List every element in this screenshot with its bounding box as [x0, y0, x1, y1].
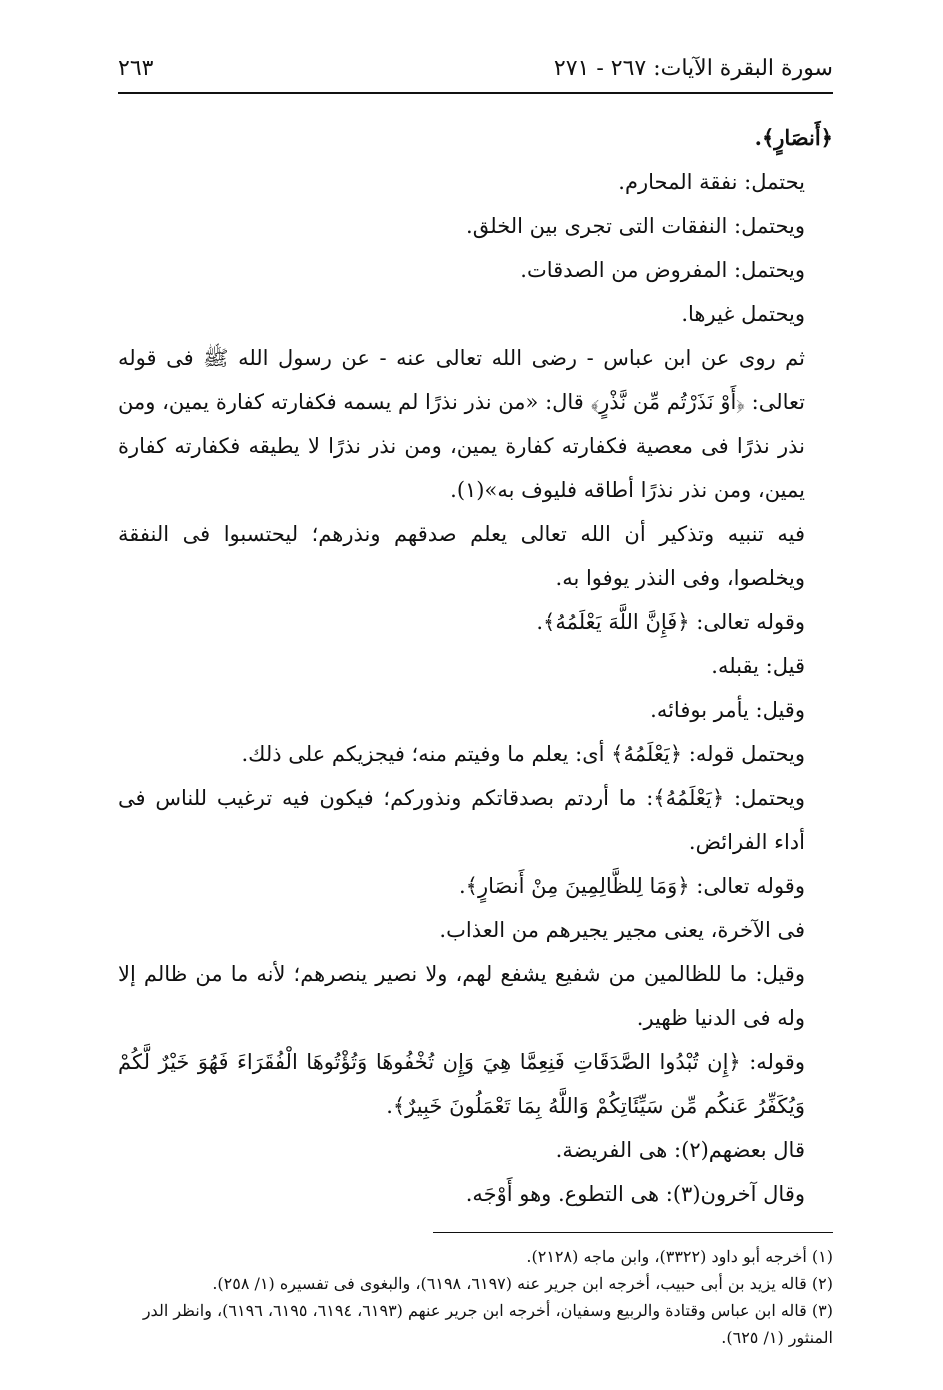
paragraph: يحتمل: نفقة المحارم. — [618, 170, 805, 194]
paragraph: وقال آخرون(٣): هى التطوع. وهو أَوْجَه. — [465, 1182, 805, 1206]
paragraph: وقوله تعالى: ﴿وَمَا لِلظَّالِمِينَ مِنْ أَنصَارٍ﴾. — [459, 874, 805, 898]
paragraph: وقوله تعالى: ﴿فَإِنَّ اللَّهَ يَعْلَمُهُ﴾. — [536, 610, 805, 634]
footnotes — [118, 1243, 833, 1351]
surah-title: سورة البقرة الآيات: ٢٦٧ - ٢٧١ — [553, 55, 833, 81]
footnote: (٢) قاله يزيد بن أبى حبيب، أخرجه ابن جرير عنه (٦١٩٧، ٦١٩٨)، والبغوى فى تفسيره (١/ ٢٥٨). — [212, 1274, 833, 1293]
page-number: ٢٦٣ — [118, 55, 154, 81]
footnote: (٣) قاله ابن عباس وقتادة والربيع وسفيان، أخرجه ابن جرير عنهم (٦١٩٣، ٦١٩٤، ٦١٩٥، ٦١٩٦)، وانظر الدر المنثور (١/ ٦٢٥). — [142, 1301, 833, 1347]
paragraph: ﴿أَنصَارٍ﴾. — [754, 125, 833, 150]
paragraph: فى الآخرة، يعنى مجير يجيرهم من العذاب. — [439, 918, 805, 942]
paragraph: قيل: يقبله. — [711, 654, 805, 678]
paragraph: وقيل: يأمر بوفائه. — [650, 698, 805, 722]
footnote-rule — [433, 1232, 833, 1233]
paragraph: ويحتمل: المفروض من الصدقات. — [520, 258, 805, 282]
paragraph: ويحتمل: ﴿يَعْلَمُهُ﴾: ما أردتم بصدقاتكم ونذوركم؛ فيكون فيه ترغيب للناس فى أداء الفرائض. — [118, 786, 805, 854]
paragraph: ويحتمل: النفقات التى تجرى بين الخلق. — [466, 214, 805, 238]
paragraph: وقيل: ما للظالمين من شفيع يشفع لهم، ولا نصير ينصرهم؛ لأنه ما من ظالم إلا وله فى الدنيا ظهير. — [118, 962, 805, 1030]
paragraph: ويحتمل غيرها. — [681, 302, 805, 326]
header-rule — [118, 92, 833, 94]
paragraph: ويحتمل قوله: ﴿يَعْلَمُهُ﴾ أى: يعلم ما وفيتم منه؛ فيجزيكم على ذلك. — [241, 742, 805, 766]
paragraph: وقوله: ﴿إِن تُبْدُوا الصَّدَقَاتِ فَنِعِمَّا هِيَ وَإِن تُخْفُوهَا وَتُؤْتُوهَا الْفُقَرَاءَ فَهُوَ خَيْرٌ لَّكُمْ وَيُكَفِّرُ عَنكُم مِّن سَيِّئَاتِكُمْ وَاللَّهُ بِمَا تَعْمَلُونَ خَبِيرٌ﴾. — [118, 1050, 805, 1118]
paragraph: فيه تنبيه وتذكير أن الله تعالى يعلم صدقهم ونذرهم؛ ليحتسبوا فى النفقة ويخلصوا، وفى النذر يوفوا به. — [118, 522, 805, 590]
page-header — [118, 50, 833, 86]
footnote: (١) أخرجه أبو داود (٣٣٢٢)، وابن ماجه (٢١٢٨). — [526, 1247, 833, 1266]
paragraph: قال بعضهم(٢): هى الفريضة. — [555, 1138, 805, 1162]
paragraph: ثم روى عن ابن عباس - رضى الله تعالى عنه - عن رسول الله ﷺ فى قوله تعالى: ﴿أَوْ نَذَرْتُم مِّن نَّذْرٍ﴾ قال: «من نذر نذرًا لم يسمه فكفارته كفارة يمين، ومن نذر نذرًا فى معصية فكفارته كفارة يمين، ومن نذر نذرًا لا يطيقه فكفارته كفارة يمين، ومن نذر نذرًا أطاقه فليوف به»(١). — [118, 346, 805, 502]
main-text — [118, 116, 833, 1216]
